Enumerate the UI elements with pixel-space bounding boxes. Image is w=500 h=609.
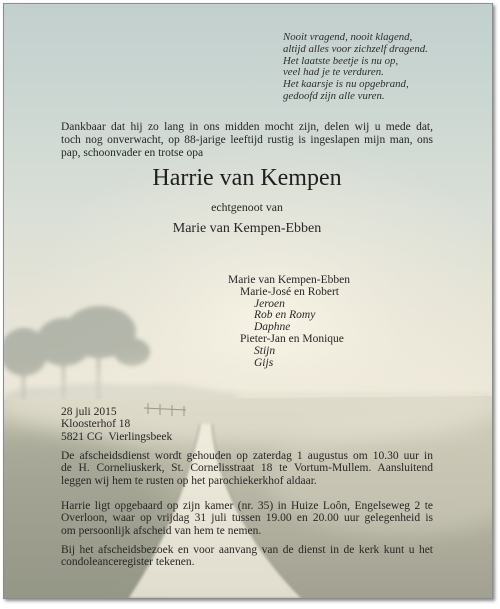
postal-city-line: 5821 CG Vierlingsbeek (61, 430, 173, 443)
street-line: Kloosterhof 18 (61, 418, 131, 431)
paragraph-line: de H. Corneliuskerk, St. Cornelisstraat 18 te Vortum-Mullem. Aansluitend (61, 462, 433, 475)
announcement-line: pap, schoonvader en trotse opa (61, 146, 204, 159)
condolence-paragraph (61, 544, 433, 570)
relation-label: echtgenoot van (211, 200, 283, 214)
announcement (61, 121, 433, 160)
date-line: 28 juli 2015 (61, 405, 117, 418)
family-list (228, 275, 350, 369)
family-member: Pieter-Jan en Monique (240, 332, 344, 345)
spouse-name: Marie van Kempen-Ebben (172, 221, 322, 236)
paragraph-line: Bij het afscheidsbezoek en voor aanvang van de dienst in de kerk kunt u het (61, 543, 433, 556)
family-member: Daphne (254, 321, 291, 334)
family-member: Gijs (254, 356, 274, 369)
paragraph-line: condoleanceregister tekenen. (61, 556, 195, 569)
notice-card (3, 3, 493, 599)
poem-line: Nooit vragend, nooit klagend, (283, 31, 413, 43)
address-block (61, 406, 172, 443)
family-member: Jeroen (254, 297, 285, 310)
paragraph-line: Overloon, waar op vrijdag 31 juli tussen 19.00 en 20.00 uur gelegenheid is (61, 512, 433, 525)
announcement-line: toch nog onverwacht, op 88-jarige leeftijd rustig is ingeslapen mijn man, ons (61, 133, 433, 146)
poem (283, 32, 428, 103)
tree-canopy (114, 338, 150, 366)
funeral-service-paragraph (61, 450, 433, 488)
deceased-name: Harrie van Kempen (152, 165, 342, 191)
paragraph-line: om persoonlijk afscheid van hem te nemen. (61, 525, 262, 538)
poem-line: veel had je te verduren. (283, 66, 384, 79)
paragraph-line: De afscheidsdienst wordt gehouden op zaterdag 1 augustus om 10.30 uur in (61, 449, 433, 462)
family-member: Stijn (254, 344, 276, 357)
poem-line: Het laatste beetje is nu op, (283, 54, 399, 67)
paragraph-line: leggen wij hem te rusten op het parochiekerkhof aldaar. (61, 475, 317, 488)
poem-line: gedoofd zijn alle vuren. (283, 89, 385, 102)
family-member: Marie-José en Robert (240, 285, 339, 298)
poem-line: altijd alles voor zichzelf dragend. (283, 42, 428, 55)
announcement-line: Dankbaar dat hij zo lang in ons midden mocht zijn, delen wij u mede dat, (61, 120, 433, 133)
paragraph-line: Harrie ligt opgebaard op zijn kamer (nr. 35) in Huize Loôn, Engelseweg 2 te (61, 499, 433, 512)
family-member: Marie van Kempen-Ebben (228, 274, 350, 286)
family-member: Rob en Romy (254, 309, 316, 322)
viewing-paragraph (61, 500, 433, 538)
poem-line: Het kaarsje is nu opgebrand, (283, 78, 409, 91)
